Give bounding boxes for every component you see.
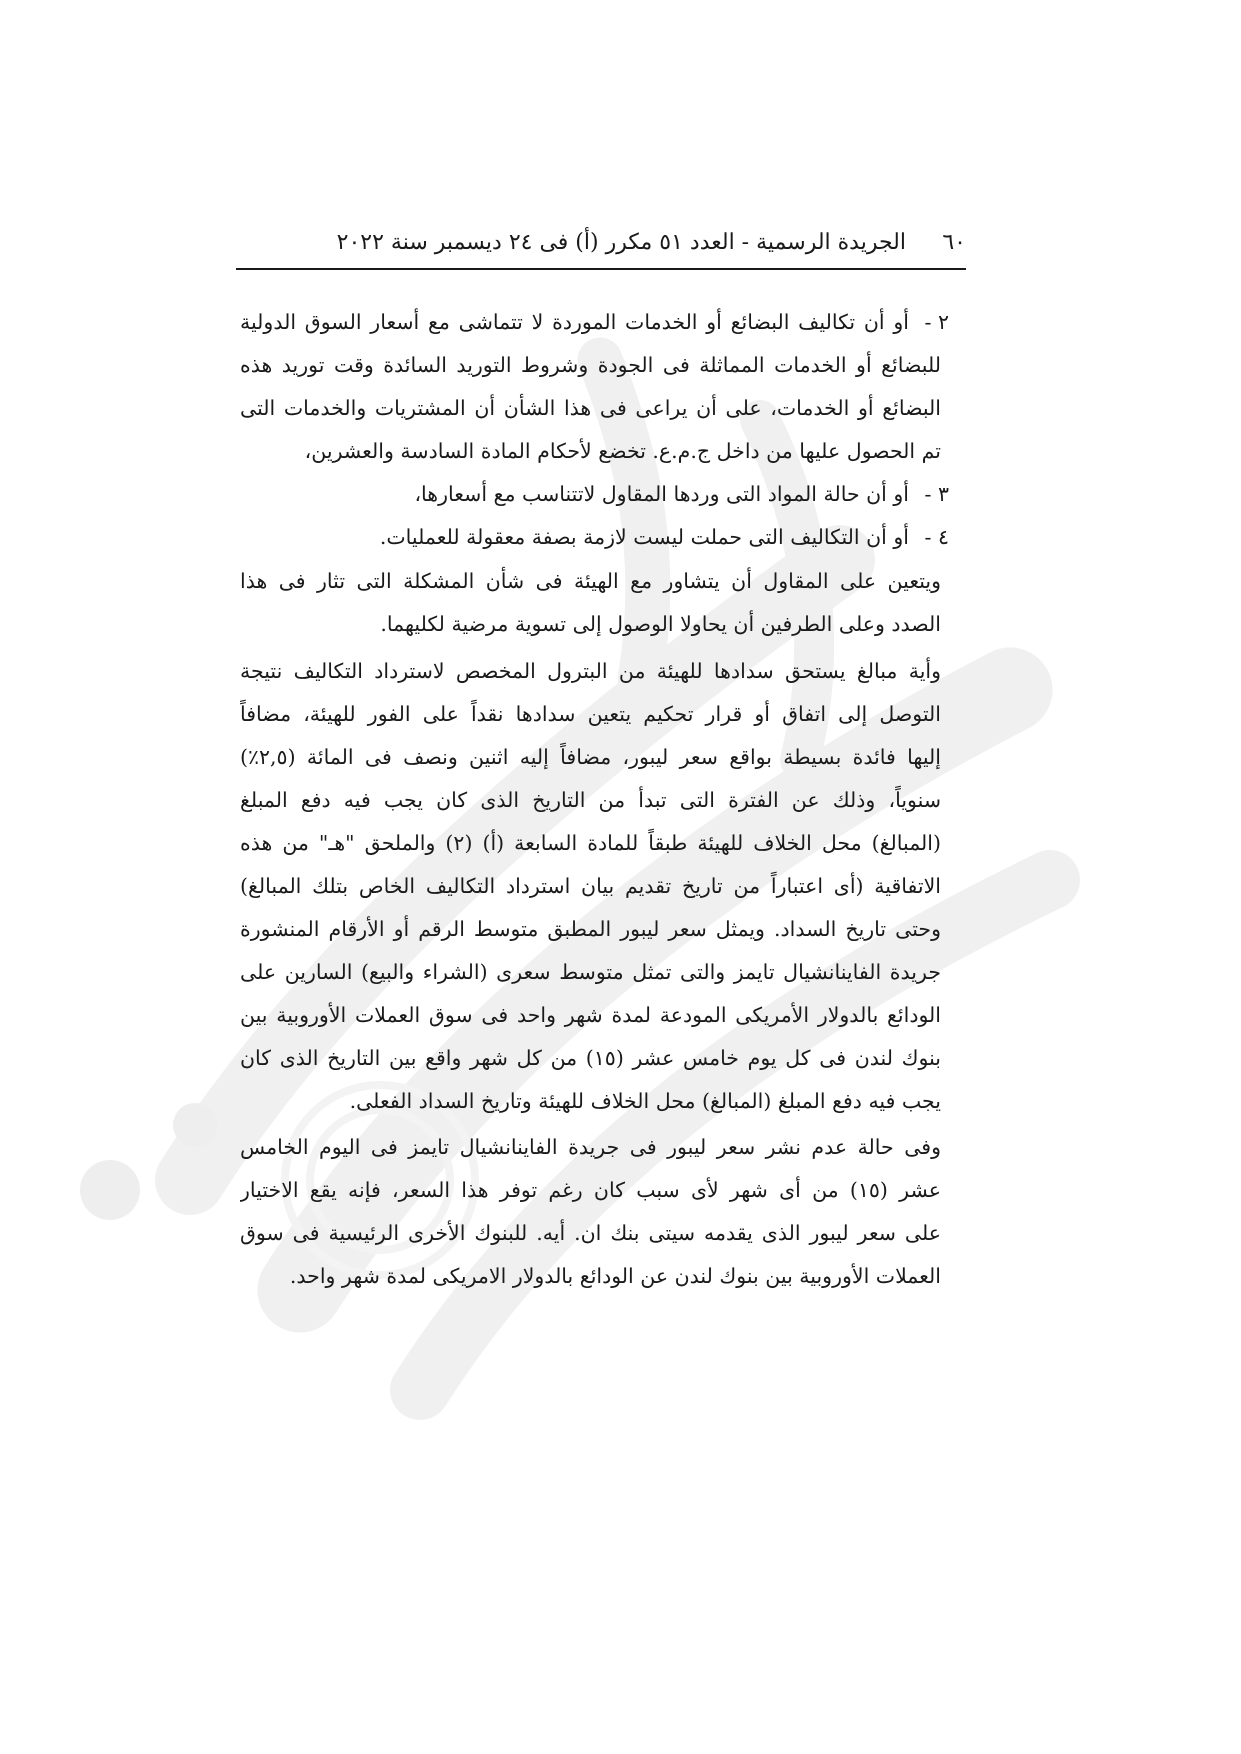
header-title: الجريدة الرسمية - العدد ٥١ مكرر (أ) فى ٢٤ ديسمبر سنة ٢٠٢٢ [336, 230, 906, 255]
text-line: أو أن التكاليف التى حملت ليست لازمة بصفة معقولة للعمليات. [379, 525, 909, 549]
text-line: عشر (١٥) من أى شهر لأى سبب كان رغم توفر هذا السعر، فإنه يقع الاختيار [240, 1178, 941, 1202]
item-number: ٢ - [924, 310, 949, 334]
page-header [236, 226, 966, 260]
text-line: الصدد وعلى الطرفين أن يحاولا الوصول إلى تسوية مرضية لكليهما. [380, 612, 941, 636]
item-number: ٣ - [924, 482, 949, 506]
item-number: ٤ - [924, 525, 949, 549]
text-line: للبضائع أو الخدمات المماثلة فى الجودة وشروط التوريد السائدة وقت توريد هذه [240, 353, 941, 377]
text-line: البضائع أو الخدمات، على أن يراعى فى هذا الشأن أن المشتريات والخدمات التى [240, 396, 941, 420]
text-line: أو أن حالة المواد التى وردها المقاول لاتتناسب مع أسعارها، [414, 482, 909, 506]
text-line: وفى حالة عدم نشر سعر ليبور فى جريدة الفاينانشيال تايمز فى اليوم الخامس [240, 1135, 941, 1159]
text-line: وحتى تاريخ السداد. ويمثل سعر ليبور المطبق متوسط الرقم أو الأرقام المنشورة [240, 917, 941, 941]
text-line: وأية مبالغ يستحق سدادها للهيئة من البترول المخصص لاسترداد التكاليف نتيجة [240, 659, 941, 683]
text-line: ويتعين على المقاول أن يتشاور مع الهيئة فى شأن المشكلة التى تثار فى هذا [240, 569, 941, 593]
text-line: جريدة الفاينانشيال تايمز والتى تمثل متوسط سعرى (الشراء والبيع) السارين على [240, 960, 941, 984]
text-line: سنوياً، وذلك عن الفترة التى تبدأ من التاريخ الذى كان يجب فيه دفع المبلغ [240, 788, 941, 812]
text-line: العملات الأوروبية بين بنوك لندن عن الودائع بالدولار الامريكى لمدة شهر واحد. [289, 1264, 941, 1288]
text-line: على سعر ليبور الذى يقدمه سيتى بنك ان. أيه. للبنوك الأخرى الرئيسية فى سوق [240, 1221, 941, 1245]
text-line: أو أن تكاليف البضائع أو الخدمات الموردة لا تتماشى مع أسعار السوق الدولية [240, 310, 909, 334]
page-number: ٦٠ [942, 230, 966, 255]
text-line: بنوك لندن فى كل يوم خامس عشر (١٥) من كل شهر واقع بين التاريخ الذى كان [240, 1046, 941, 1070]
text-line: يجب فيه دفع المبلغ (المبالغ) محل الخلاف للهيئة وتاريخ السداد الفعلى. [349, 1089, 941, 1113]
text-line: إليها فائدة بسيطة بواقع سعر ليبور، مضافاً إليه اثنين ونصف فى المائة (٢,٥٪) [240, 745, 941, 769]
text-line: الودائع بالدولار الأمريكى المودعة لمدة شهر واحد فى سوق العملات الأوروبية بين [240, 1003, 941, 1027]
text-line: تم الحصول عليها من داخل ج.م.ع. تخضع لأحكام المادة السادسة والعشرين، [304, 439, 941, 463]
text-line: الاتفاقية (أى اعتباراً من تاريخ تقديم بيان استرداد التكاليف الخاص بتلك المبالغ) [240, 874, 941, 898]
text-line: (المبالغ) محل الخلاف للهيئة طبقاً للمادة السابعة (أ) (٢) والملحق "هـ" من هذه [240, 831, 941, 855]
text-line: التوصل إلى اتفاق أو قرار تحكيم يتعين سدادها نقداً على الفور للهيئة، مضافاً [240, 702, 941, 726]
header-rule [236, 268, 966, 270]
